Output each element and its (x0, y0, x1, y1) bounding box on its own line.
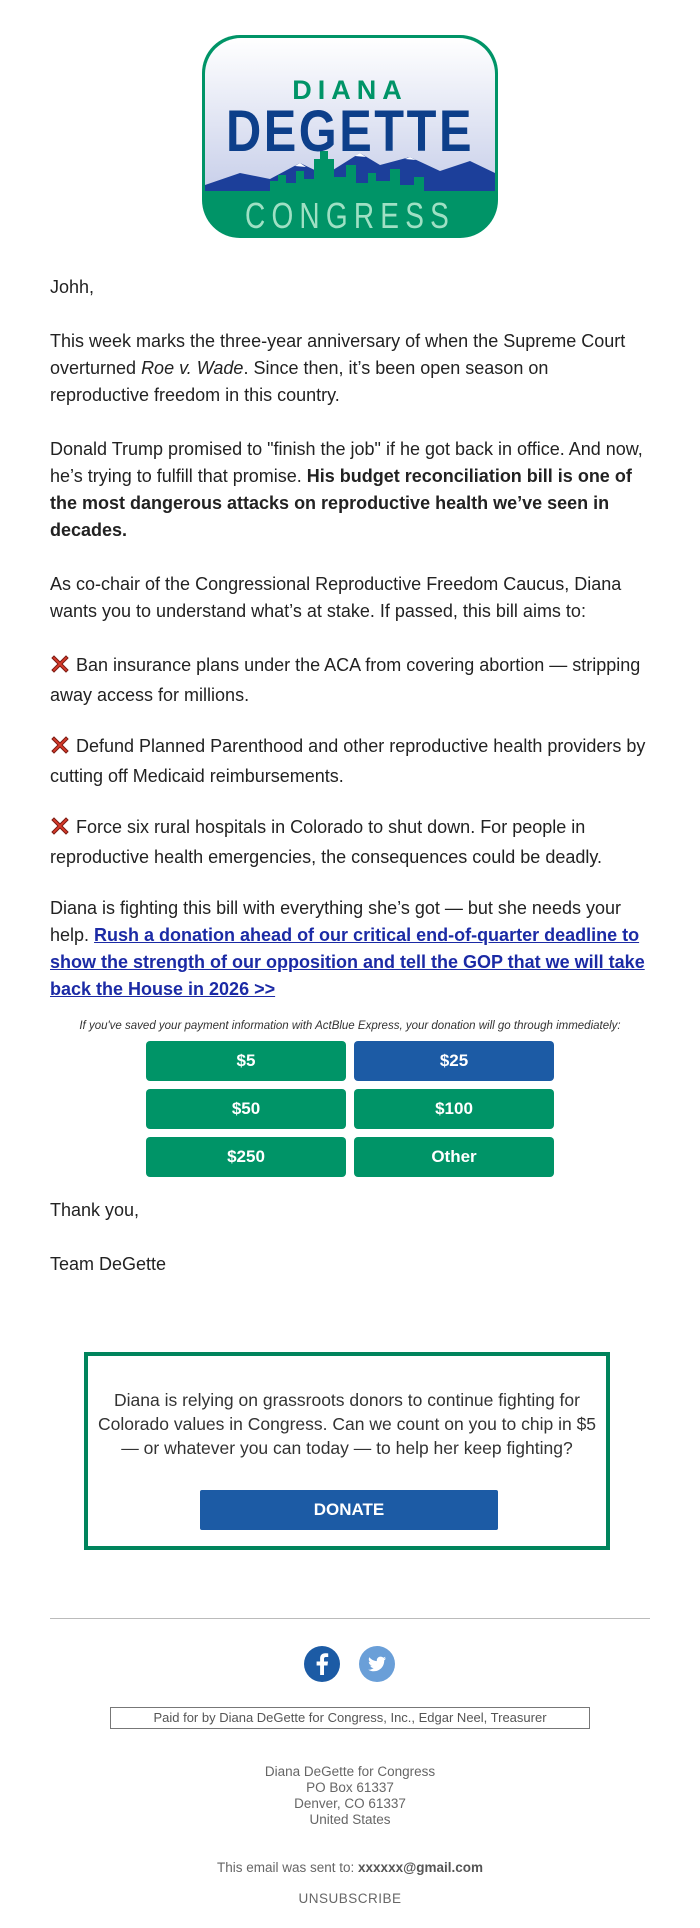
bullet-3 (50, 814, 650, 871)
actblue-note: If you've saved your payment information with ActBlue Express, your donation will go through immediately: (79, 1020, 621, 1032)
p2-text: Donald Trump promised to "finish the job" if he got back in office. And now, he’s trying to fulfill that promise. (50, 439, 643, 486)
amount-button-50[interactable]: $50 (146, 1089, 346, 1129)
p4-text: Diana is fighting this bill with everything she’s got — but she needs your help. (50, 898, 621, 945)
logo-line-2: DEGETTE (226, 99, 474, 164)
amount-button-100[interactable]: $100 (354, 1089, 554, 1129)
p1-roe-v-wade: Roe v. Wade (141, 358, 244, 378)
p1-text-b: . Since then, it’s been open season on reproductive freedom in this country. (50, 358, 549, 405)
amount-button-other[interactable]: Other (354, 1137, 554, 1177)
donation-link[interactable]: Rush a donation ahead of our critical end-of-quarter deadline to show the strength of our opposition and tell the GOP that we will take back the House in 2026 >> (50, 925, 645, 999)
twitter-icon[interactable] (359, 1646, 395, 1682)
logo-line-1: DIANA (292, 75, 408, 105)
greeting: Johh, (50, 277, 95, 297)
bullet-1 (50, 652, 650, 709)
promo-text: Diana is relying on grassroots donors to continue fighting for Colorado values in Congress. Can we count on you to chip in $5 — or whatever you can today — to help her keep fighting? (97, 1390, 597, 1458)
donate-promo-box (84, 1352, 610, 1550)
signoff: Thank you, (50, 1200, 140, 1220)
amount-button-250[interactable]: $250 (146, 1137, 346, 1177)
donate-button[interactable]: DONATE (200, 1490, 498, 1530)
logo-line-3: CONGRESS (245, 195, 455, 236)
campaign-logo (200, 33, 500, 240)
p2-bold-text: His budget reconciliation bill is one of the most dangerous attacks on reproductive health we’ve seen in decades. (50, 466, 632, 540)
address-line: Denver, CO 61337 (294, 1796, 406, 1811)
p1-text-a: This week marks the three-year anniversary of when the Supreme Court overturned (50, 331, 626, 378)
amount-button-5[interactable]: $5 (146, 1041, 346, 1081)
paragraph-1 (50, 328, 650, 409)
sent-to-email: xxxxxx@gmail.com (358, 1860, 484, 1875)
paragraph-3: As co-chair of the Congressional Reproductive Freedom Caucus, Diana wants you to understand what’s at stake. If passed, this bill aims to: (50, 574, 622, 621)
sent-to-label: This email was sent to: (216, 1860, 359, 1875)
bullet-1-text: Ban insurance plans under the ACA from covering abortion — stripping away access for millions. (50, 655, 641, 705)
paragraph-4 (50, 895, 650, 1003)
cross-mark-icon (50, 654, 70, 682)
address-line: United States (309, 1812, 391, 1827)
facebook-icon[interactable] (304, 1646, 340, 1682)
bullet-3-text: Force six rural hospitals in Colorado to shut down. For people in reproductive health emergencies, the consequences could be deadly. (50, 817, 603, 867)
paragraph-2 (50, 436, 650, 544)
bullet-2-text: Defund Planned Parenthood and other reproductive health providers by cutting off Medicaid reimbursements. (50, 736, 646, 786)
bullet-2 (50, 733, 650, 790)
cross-mark-icon (50, 735, 70, 763)
footer-divider (50, 1618, 650, 1619)
amount-button-25[interactable]: $25 (354, 1041, 554, 1081)
logo-graphic (200, 33, 500, 240)
address-line: PO Box 61337 (306, 1780, 394, 1795)
mailing-address (50, 1764, 650, 1828)
paid-for-disclaimer: Paid for by Diana DeGette for Congress, Inc., Edgar Neel, Treasurer (110, 1707, 590, 1729)
signature: Team DeGette (50, 1254, 167, 1274)
unsubscribe-link[interactable]: UNSUBSCRIBE (298, 1891, 402, 1906)
cross-mark-icon (50, 816, 70, 844)
address-line: Diana DeGette for Congress (264, 1764, 436, 1779)
sent-to-notice (50, 1860, 650, 1875)
